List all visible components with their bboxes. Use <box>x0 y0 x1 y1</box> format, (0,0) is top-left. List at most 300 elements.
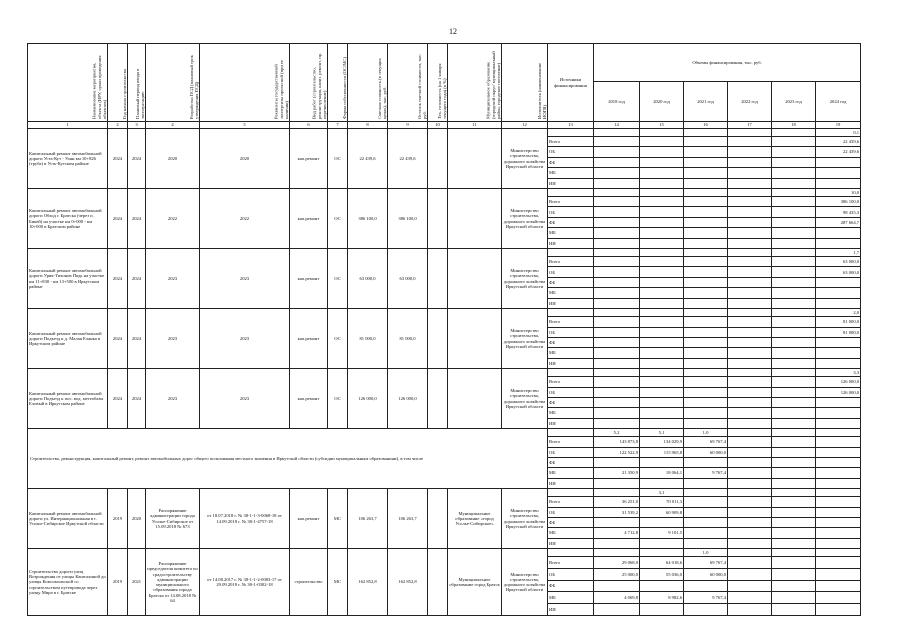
header-ownership: Форма собственности (ОС/МС) <box>328 44 348 122</box>
value-cell: 4 069,8 <box>594 592 640 604</box>
value-cell <box>816 157 861 167</box>
source-label: ФБ <box>548 277 594 287</box>
value-cell <box>772 549 816 557</box>
value-cell <box>772 277 816 287</box>
value-cell <box>594 337 640 347</box>
value-cell <box>816 468 861 478</box>
value-cell <box>640 189 684 197</box>
municipality <box>448 369 502 429</box>
value-cell <box>728 592 772 604</box>
value-cell <box>684 528 728 538</box>
source-label: ФБ <box>548 518 594 528</box>
work-type: кап.ремонт <box>290 189 328 249</box>
remaining-cost: 63 000,0 <box>388 249 428 309</box>
work-type: кап.ремонт <box>290 369 328 429</box>
value-cell <box>594 129 640 137</box>
source-label: МБ <box>548 408 594 418</box>
source-label: ИИ <box>548 603 594 615</box>
source-label: МБ <box>548 288 594 298</box>
value-cell <box>684 387 728 397</box>
value-cell: 31 539,2 <box>594 507 640 517</box>
header-pd-year: Разработка ПСД (плановый срок утверждения ПСД) <box>146 44 200 122</box>
value-cell: 9 101,5 <box>640 528 684 538</box>
value-cell <box>684 418 728 428</box>
percent-cell: 0,1 <box>816 129 861 137</box>
header-year: 2022 год <box>728 82 772 122</box>
percent-cell <box>640 549 684 557</box>
value-cell <box>594 288 640 298</box>
value-cell <box>594 267 640 277</box>
value-cell <box>772 309 816 317</box>
value-cell <box>772 468 816 478</box>
header-year: 2021 год <box>684 82 728 122</box>
value-cell <box>684 147 728 157</box>
value-cell: 69 767,4 <box>684 437 728 447</box>
source-label: МБ <box>548 528 594 538</box>
column-number: 2 <box>108 122 128 129</box>
value-cell <box>684 457 728 467</box>
percent-cell: 5,2 <box>594 429 640 437</box>
value-cell <box>772 358 816 368</box>
executor: Министерство строительства, дорожного хозяйства Иркутской области <box>502 549 548 616</box>
value-cell <box>640 129 684 137</box>
value-cell <box>728 238 772 248</box>
remaining-cost: 126 000,0 <box>388 369 428 429</box>
remaining-cost: 22 439,6 <box>388 129 428 189</box>
value-cell <box>640 267 684 277</box>
value-cell <box>816 337 861 347</box>
source-label: МБ <box>548 168 594 178</box>
value-cell <box>816 538 861 548</box>
value-cell <box>594 369 640 377</box>
value-cell <box>640 309 684 317</box>
source-label: Всего <box>548 437 594 447</box>
project-name: Капитальный ремонт автомобильной дороги ул. Интернациональная в г. Усолье-Сибирское Иркутской области <box>28 489 108 549</box>
column-number: 15 <box>640 122 684 129</box>
source-label: ИИ <box>548 298 594 308</box>
readiness <box>428 129 448 189</box>
value-cell <box>640 580 684 592</box>
source-label: ИИ <box>548 238 594 248</box>
value-cell <box>684 228 728 238</box>
value-cell <box>816 549 861 557</box>
header-start-year: Год начала строительства <box>108 44 128 122</box>
remaining-cost: 106 263,7 <box>388 489 428 549</box>
value-cell <box>728 557 772 569</box>
value-cell <box>728 408 772 418</box>
source-label <box>548 249 594 257</box>
value-cell <box>728 549 772 557</box>
value-cell: 4 712,8 <box>594 528 640 538</box>
value-cell <box>684 157 728 167</box>
value-cell <box>772 178 816 188</box>
value-cell <box>728 288 772 298</box>
source-label: МБ <box>548 592 594 604</box>
value-cell <box>594 348 640 358</box>
value-cell <box>728 358 772 368</box>
executor: Министерство строительства, дорожного хозяйства Иркутской области <box>502 189 548 249</box>
source-label: ОБ <box>548 327 594 337</box>
remaining-cost: 386 100,0 <box>388 189 428 249</box>
value-cell <box>772 538 816 548</box>
value-cell <box>684 267 728 277</box>
value-cell <box>594 603 640 615</box>
municipality <box>448 129 502 189</box>
header-volumes: Объемы финансирования, тыс. руб. <box>594 44 861 82</box>
value-cell <box>684 189 728 197</box>
value-cell <box>640 178 684 188</box>
value-cell <box>816 168 861 178</box>
remaining-cost: 162 852,8 <box>388 549 428 616</box>
value-cell <box>640 538 684 548</box>
value-cell <box>772 147 816 157</box>
value-cell <box>684 507 728 517</box>
source-label: ФБ <box>548 397 594 407</box>
work-type: строительство <box>290 549 328 616</box>
value-cell <box>594 538 640 548</box>
value-cell <box>728 497 772 507</box>
value-cell: 63 000,0 <box>816 257 861 267</box>
value-cell <box>594 298 640 308</box>
end-year: 2024 <box>128 309 146 369</box>
start-year: 2024 <box>108 189 128 249</box>
value-cell <box>772 327 816 337</box>
column-number: 1 <box>28 122 108 129</box>
value-cell <box>594 397 640 407</box>
value-cell <box>728 327 772 337</box>
value-cell <box>816 277 861 287</box>
value-cell <box>684 137 728 147</box>
value-cell <box>594 408 640 418</box>
value-cell: 386 100,0 <box>816 197 861 207</box>
column-number: 12 <box>502 122 548 129</box>
value-cell <box>594 178 640 188</box>
header-row-1 <box>28 44 861 82</box>
value-cell <box>728 538 772 548</box>
start-year: 2019 <box>108 549 128 616</box>
pd-year: 2022 <box>146 189 200 249</box>
source-label: ОБ <box>548 507 594 517</box>
value-cell <box>640 457 684 467</box>
value-cell <box>684 369 728 377</box>
value-cell <box>772 298 816 308</box>
value-cell: 60 000,0 <box>684 568 728 580</box>
value-cell <box>728 157 772 167</box>
value-cell: 122 522,9 <box>594 447 640 457</box>
value-cell <box>684 288 728 298</box>
readiness <box>428 249 448 309</box>
value-cell <box>728 478 772 488</box>
value-cell <box>594 358 640 368</box>
source-label: МБ <box>548 348 594 358</box>
column-number: 14 <box>594 122 640 129</box>
value-cell <box>772 189 816 197</box>
start-year: 2024 <box>108 369 128 429</box>
source-label <box>548 129 594 137</box>
project-name: Капитальный ремонт автомобильной дороги Урик-Тихонов Падь на участке км 11+830 - км 13+500 в Иркутском районе <box>28 249 108 309</box>
source-label: Всего <box>548 557 594 569</box>
column-number-row <box>28 122 861 129</box>
value-cell <box>684 603 728 615</box>
column-number: 10 <box>428 122 448 129</box>
value-cell <box>594 157 640 167</box>
value-cell <box>594 228 640 238</box>
end-year: 2020 <box>128 489 146 549</box>
value-cell <box>728 369 772 377</box>
value-cell <box>772 129 816 137</box>
ownership: ОС <box>328 129 348 189</box>
value-cell <box>728 457 772 467</box>
pd-year: Распоряжение администрации города Усолье-Сибирское от 15.09.2018 № 673 <box>146 489 200 549</box>
source-label: ИИ <box>548 478 594 488</box>
value-cell <box>728 568 772 580</box>
estimated-cost: 162 852,8 <box>348 549 388 616</box>
estimated-cost: 22 439,6 <box>348 129 388 189</box>
readiness <box>428 369 448 429</box>
municipality <box>448 309 502 369</box>
percent-cell: 10,0 <box>816 189 861 197</box>
value-cell: 9 767,4 <box>684 468 728 478</box>
value-cell <box>684 408 728 418</box>
municipality: Муниципальное образование «город Усолье-Сибирское» <box>448 489 502 549</box>
executor: Министерство строительства, дорожного хозяйства Иркутской области <box>502 129 548 189</box>
value-cell <box>728 603 772 615</box>
value-cell <box>684 337 728 347</box>
project-name: Строительство дороги улиц Возрождения от улицы Кашталиной до улицы Комсомольской со строительством путепровода через улицу Мира в г. Братске <box>28 549 108 616</box>
percent-cell: 1,0 <box>684 429 728 437</box>
value-cell <box>640 157 684 167</box>
value-cell <box>816 238 861 248</box>
source-label: МБ <box>548 228 594 238</box>
value-cell <box>728 489 772 497</box>
value-cell <box>684 249 728 257</box>
rekv: 2023 <box>200 369 290 429</box>
value-cell <box>772 157 816 167</box>
value-cell <box>684 298 728 308</box>
value-cell <box>772 348 816 358</box>
value-cell <box>640 238 684 248</box>
rekv: 2020 <box>200 129 290 189</box>
header-name: Наименование мероприятия, объекта (ИРУ, сроки проведения объектов) <box>28 44 108 122</box>
estimated-cost: 386 100,0 <box>348 189 388 249</box>
executor: Министерство строительства, дорожного хозяйства Иркутской области <box>502 489 548 549</box>
source-label: ОБ <box>548 207 594 217</box>
value-cell <box>816 507 861 517</box>
value-cell <box>640 207 684 217</box>
project-name: Капитальный ремонт автомобильной дороги Подъезд к пос. вод. метеобазы Еловый в Иркутском районе <box>28 369 108 429</box>
readiness <box>428 549 448 616</box>
start-year: 2019 <box>108 489 128 549</box>
source-label: Всего <box>548 497 594 507</box>
value-cell <box>594 197 640 207</box>
value-cell <box>728 429 772 437</box>
value-cell <box>816 298 861 308</box>
source-label: Всего <box>548 317 594 327</box>
start-year: 2024 <box>108 309 128 369</box>
source-label: ФБ <box>548 217 594 227</box>
value-cell <box>640 418 684 428</box>
value-cell <box>594 478 640 488</box>
source-label: Всего <box>548 377 594 387</box>
value-cell <box>594 309 640 317</box>
estimated-cost: 106 263,7 <box>348 489 388 549</box>
value-cell <box>728 147 772 157</box>
value-cell <box>772 377 816 387</box>
pd-year: Распоряжение председателя комитета по градостроительству администрации муниципального образования города Братска от 14.08.2018 № 64 <box>146 549 200 616</box>
estimated-cost: 63 000,0 <box>348 249 388 309</box>
value-cell <box>728 317 772 327</box>
value-cell: 22 439,6 <box>816 147 861 157</box>
source-label: ИИ <box>548 178 594 188</box>
value-cell <box>772 257 816 267</box>
value-cell <box>772 447 816 457</box>
value-cell <box>640 377 684 387</box>
work-type: кап.ремонт <box>290 489 328 549</box>
end-year: 2024 <box>128 249 146 309</box>
value-cell <box>684 129 728 137</box>
value-cell <box>772 457 816 467</box>
value-cell: 64 018,6 <box>640 557 684 569</box>
value-cell <box>816 489 861 497</box>
value-cell <box>594 518 640 528</box>
value-cell <box>640 249 684 257</box>
source-label: Всего <box>548 257 594 267</box>
project-row <box>28 309 861 317</box>
value-cell <box>640 197 684 207</box>
value-cell <box>816 397 861 407</box>
executor: Министерство строительства, дорожного хозяйства Иркутской области <box>502 369 548 429</box>
value-cell <box>772 429 816 437</box>
value-cell <box>772 408 816 418</box>
value-cell <box>772 489 816 497</box>
value-cell: 29 068,0 <box>594 557 640 569</box>
percent-cell: 5,1 <box>640 429 684 437</box>
source-label: ОБ <box>548 387 594 397</box>
value-cell: 22 439,6 <box>816 137 861 147</box>
header-year: 2018 год <box>594 82 640 122</box>
value-cell <box>772 228 816 238</box>
value-cell: 55 036,0 <box>640 568 684 580</box>
value-cell <box>728 249 772 257</box>
value-cell <box>816 528 861 538</box>
value-cell <box>684 168 728 178</box>
value-cell <box>640 369 684 377</box>
project-row <box>28 369 861 377</box>
value-cell <box>816 348 861 358</box>
value-cell: 115 965,8 <box>640 447 684 457</box>
source-label <box>548 189 594 197</box>
value-cell <box>640 137 684 147</box>
source-label: Всего <box>548 197 594 207</box>
value-cell <box>772 249 816 257</box>
value-cell <box>594 317 640 327</box>
source-label: ОБ <box>548 447 594 457</box>
rekv: от 18.07.2018 г. № 38-1-1-3-0068-18 от 14.09.2018 г. № 38-1-4757-18 <box>200 489 290 549</box>
value-cell <box>772 592 816 604</box>
value-cell <box>772 207 816 217</box>
value-cell <box>728 348 772 358</box>
header-year: 2023 год <box>772 82 816 122</box>
readiness <box>428 489 448 549</box>
percent-cell <box>594 489 640 497</box>
work-type: кап.ремонт <box>290 309 328 369</box>
remaining-cost: 81 000,0 <box>388 309 428 369</box>
source-label: ОБ <box>548 267 594 277</box>
value-cell <box>728 528 772 538</box>
value-cell <box>772 418 816 428</box>
value-cell <box>594 137 640 147</box>
value-cell <box>772 267 816 277</box>
value-cell: 9 767,4 <box>684 592 728 604</box>
value-cell <box>594 249 640 257</box>
header-readiness: Тех. готовность (на 1 января текущего года) (в %) <box>428 44 448 122</box>
ownership: ОС <box>328 309 348 369</box>
value-cell <box>684 580 728 592</box>
value-cell <box>594 457 640 467</box>
value-cell <box>816 592 861 604</box>
source-label <box>548 549 594 557</box>
pd-year: 2023 <box>146 309 200 369</box>
project-row <box>28 489 861 497</box>
municipality: Муниципальное образование город Братск <box>448 549 502 616</box>
value-cell <box>728 168 772 178</box>
source-label: ФБ <box>548 580 594 592</box>
header-sources: Источники финансирования <box>548 44 594 122</box>
project-row <box>28 189 861 197</box>
value-cell <box>640 288 684 298</box>
header-remaining-cost: Остаток сметной стоимости, тыс. руб. <box>388 44 428 122</box>
value-cell <box>684 207 728 217</box>
value-cell <box>728 257 772 267</box>
value-cell: 63 000,0 <box>816 267 861 277</box>
value-cell: 25 000,0 <box>594 568 640 580</box>
value-cell <box>684 257 728 267</box>
value-cell <box>684 197 728 207</box>
value-cell <box>684 348 728 358</box>
value-cell <box>684 518 728 528</box>
page-number: 12 <box>449 27 457 36</box>
value-cell <box>816 497 861 507</box>
value-cell <box>772 497 816 507</box>
value-cell <box>728 189 772 197</box>
estimated-cost: 81 000,0 <box>348 309 388 369</box>
value-cell: 126 000,0 <box>816 387 861 397</box>
value-cell <box>816 568 861 580</box>
percent-cell <box>684 489 728 497</box>
column-number: 6 <box>290 122 328 129</box>
value-cell <box>594 327 640 337</box>
column-number: 8 <box>348 122 388 129</box>
column-number: 19 <box>816 122 861 129</box>
value-cell <box>684 397 728 407</box>
value-cell <box>728 518 772 528</box>
value-cell <box>684 317 728 327</box>
value-cell: 69 767,4 <box>684 557 728 569</box>
value-cell <box>594 238 640 248</box>
value-cell <box>640 327 684 337</box>
value-cell <box>772 507 816 517</box>
value-cell <box>816 418 861 428</box>
value-cell <box>728 137 772 147</box>
value-cell <box>728 507 772 517</box>
value-cell <box>640 228 684 238</box>
value-cell <box>772 518 816 528</box>
value-cell <box>816 178 861 188</box>
value-cell <box>772 197 816 207</box>
value-cell <box>684 538 728 548</box>
value-cell <box>728 447 772 457</box>
value-cell <box>684 478 728 488</box>
